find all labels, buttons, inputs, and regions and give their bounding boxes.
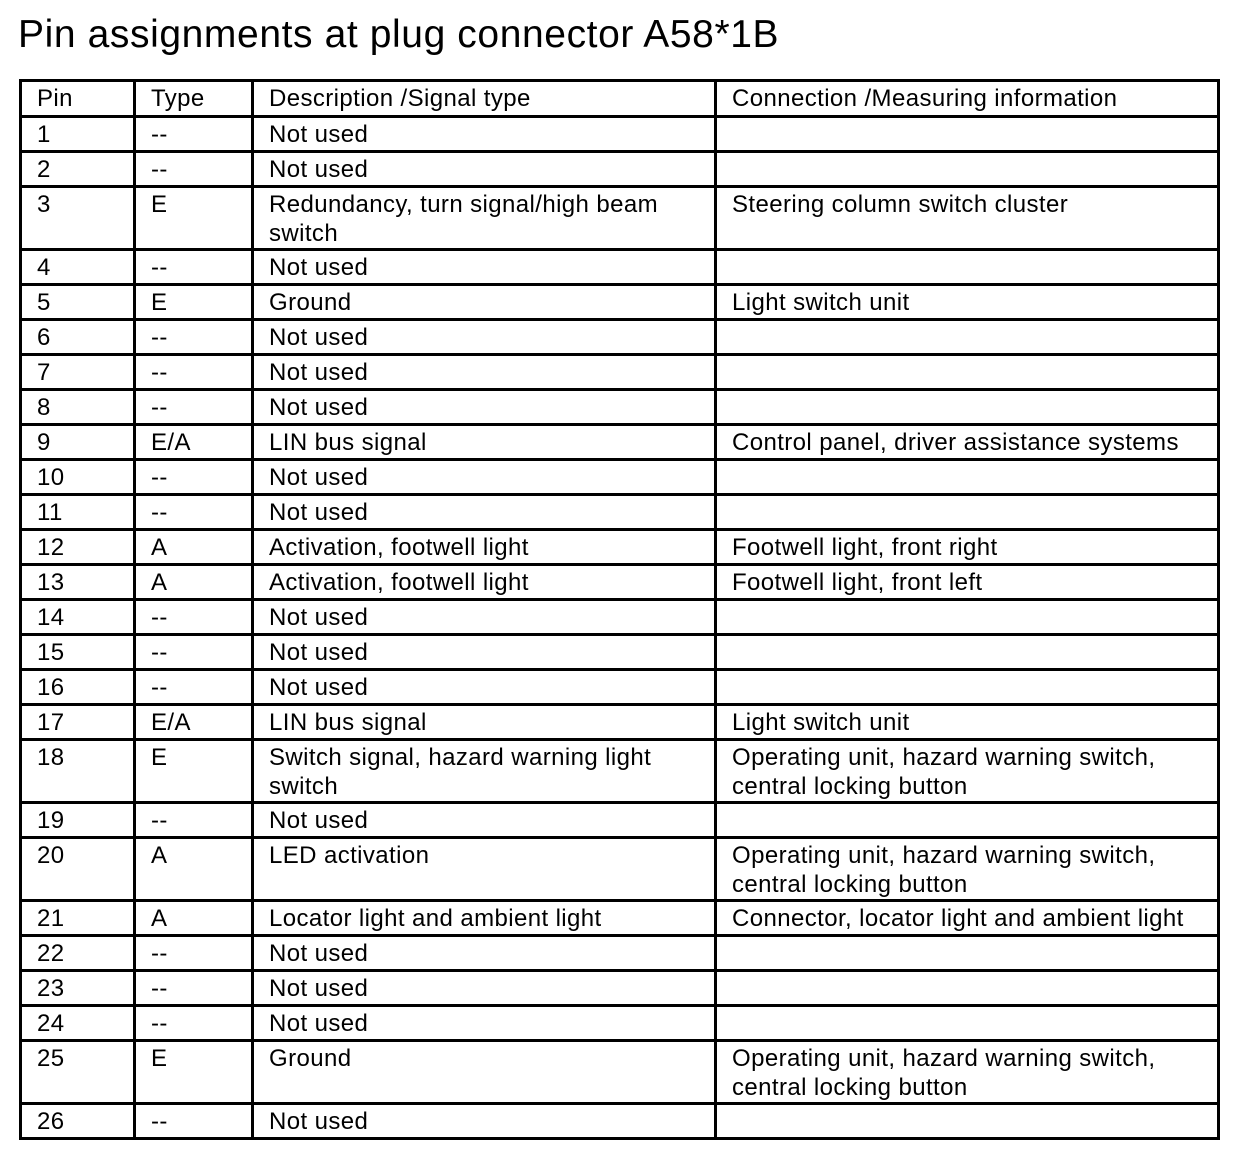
connection-cell — [716, 670, 1219, 705]
description-cell: Not used — [253, 460, 716, 495]
description-cell: LIN bus signal — [253, 425, 716, 460]
description-cell: LIN bus signal — [253, 705, 716, 740]
table-row — [21, 803, 1219, 838]
table-row — [21, 460, 1219, 495]
table-row — [21, 740, 1219, 803]
table-row — [21, 838, 1219, 901]
table-row — [21, 565, 1219, 600]
description-cell: Switch signal, hazard warning light switch — [253, 740, 716, 803]
pin-cell: 4 — [21, 250, 135, 285]
connection-cell: Operating unit, hazard warning switch, central locking button — [716, 1041, 1219, 1104]
connection-cell — [716, 250, 1219, 285]
connection-cell — [716, 936, 1219, 971]
table-row — [21, 1104, 1219, 1139]
table-row — [21, 936, 1219, 971]
connection-cell — [716, 803, 1219, 838]
pin-cell: 5 — [21, 285, 135, 320]
table-row — [21, 530, 1219, 565]
connection-cell — [716, 1006, 1219, 1041]
type-cell: E — [135, 187, 253, 250]
connection-cell — [716, 600, 1219, 635]
connection-cell — [716, 117, 1219, 152]
page-title: Pin assignments at plug connector A58*1B — [18, 13, 780, 56]
pin-cell: 18 — [21, 740, 135, 803]
description-cell: LED activation — [253, 838, 716, 901]
type-cell: -- — [135, 670, 253, 705]
pin-cell: 26 — [21, 1104, 135, 1139]
type-cell: A — [135, 838, 253, 901]
type-cell: -- — [135, 152, 253, 187]
table-row — [21, 971, 1219, 1006]
pin-cell: 12 — [21, 530, 135, 565]
connection-cell: Footwell light, front right — [716, 530, 1219, 565]
pin-cell: 7 — [21, 355, 135, 390]
description-cell: Not used — [253, 936, 716, 971]
description-cell: Not used — [253, 670, 716, 705]
connection-cell: Steering column switch cluster — [716, 187, 1219, 250]
type-cell: E — [135, 740, 253, 803]
connection-cell: Light switch unit — [716, 705, 1219, 740]
description-cell: Not used — [253, 250, 716, 285]
table-row — [21, 901, 1219, 936]
connection-cell — [716, 390, 1219, 425]
type-cell: -- — [135, 936, 253, 971]
description-cell: Not used — [253, 803, 716, 838]
connection-cell: Operating unit, hazard warning switch, central locking button — [716, 740, 1219, 803]
connection-cell: Control panel, driver assistance systems — [716, 425, 1219, 460]
type-cell: -- — [135, 355, 253, 390]
pin-cell: 21 — [21, 901, 135, 936]
pin-cell: 22 — [21, 936, 135, 971]
pin-cell: 2 — [21, 152, 135, 187]
description-cell: Not used — [253, 320, 716, 355]
table-header-row — [21, 81, 1219, 117]
type-cell: -- — [135, 1104, 253, 1139]
table-row — [21, 250, 1219, 285]
connection-cell — [716, 1104, 1219, 1139]
connection-cell: Footwell light, front left — [716, 565, 1219, 600]
pin-cell: 1 — [21, 117, 135, 152]
table-row — [21, 635, 1219, 670]
pin-cell: 3 — [21, 187, 135, 250]
type-cell: -- — [135, 1006, 253, 1041]
type-cell: -- — [135, 635, 253, 670]
type-cell: -- — [135, 250, 253, 285]
pin-cell: 8 — [21, 390, 135, 425]
connection-cell — [716, 320, 1219, 355]
type-cell: -- — [135, 117, 253, 152]
table-row — [21, 390, 1219, 425]
pin-cell: 6 — [21, 320, 135, 355]
connection-cell: Connector, locator light and ambient light — [716, 901, 1219, 936]
type-cell: E/A — [135, 425, 253, 460]
table-row — [21, 187, 1219, 250]
description-cell: Redundancy, turn signal/high beam switch — [253, 187, 716, 250]
connection-cell — [716, 152, 1219, 187]
type-cell: A — [135, 565, 253, 600]
connection-cell — [716, 635, 1219, 670]
table-row — [21, 1041, 1219, 1104]
table-row — [21, 600, 1219, 635]
description-cell: Not used — [253, 971, 716, 1006]
connection-cell — [716, 355, 1219, 390]
pin-cell: 17 — [21, 705, 135, 740]
type-cell: -- — [135, 971, 253, 1006]
description-cell: Ground — [253, 285, 716, 320]
description-cell: Not used — [253, 355, 716, 390]
table-row — [21, 670, 1219, 705]
type-cell: E — [135, 1041, 253, 1104]
description-cell: Not used — [253, 495, 716, 530]
connection-cell — [716, 495, 1219, 530]
description-cell: Ground — [253, 1041, 716, 1104]
type-cell: -- — [135, 320, 253, 355]
description-cell: Activation, footwell light — [253, 530, 716, 565]
table-row — [21, 425, 1219, 460]
pin-cell: 19 — [21, 803, 135, 838]
type-cell: -- — [135, 803, 253, 838]
description-cell: Not used — [253, 152, 716, 187]
table-row — [21, 495, 1219, 530]
connection-cell: Operating unit, hazard warning switch, central locking button — [716, 838, 1219, 901]
type-cell: -- — [135, 495, 253, 530]
pin-cell: 15 — [21, 635, 135, 670]
table-row — [21, 705, 1219, 740]
pin-cell: 13 — [21, 565, 135, 600]
pin-cell: 14 — [21, 600, 135, 635]
pin-cell: 23 — [21, 971, 135, 1006]
table-row — [21, 285, 1219, 320]
table-row — [21, 320, 1219, 355]
connection-cell: Light switch unit — [716, 285, 1219, 320]
header-type: Type — [135, 81, 253, 117]
table-row — [21, 117, 1219, 152]
description-cell: Not used — [253, 1104, 716, 1139]
table-row — [21, 152, 1219, 187]
pin-cell: 25 — [21, 1041, 135, 1104]
description-cell: Not used — [253, 117, 716, 152]
pin-cell: 24 — [21, 1006, 135, 1041]
pin-cell: 9 — [21, 425, 135, 460]
header-pin: Pin — [21, 81, 135, 117]
type-cell: A — [135, 901, 253, 936]
type-cell: -- — [135, 460, 253, 495]
connection-cell — [716, 971, 1219, 1006]
description-cell: Locator light and ambient light — [253, 901, 716, 936]
type-cell: E/A — [135, 705, 253, 740]
pin-cell: 10 — [21, 460, 135, 495]
header-description: Description /Signal type — [253, 81, 716, 117]
type-cell: -- — [135, 600, 253, 635]
pin-cell: 11 — [21, 495, 135, 530]
description-cell: Not used — [253, 635, 716, 670]
table-body — [21, 117, 1219, 1139]
type-cell: E — [135, 285, 253, 320]
type-cell: A — [135, 530, 253, 565]
table-row — [21, 355, 1219, 390]
pin-cell: 20 — [21, 838, 135, 901]
header-connection: Connection /Measuring information — [716, 81, 1219, 117]
description-cell: Activation, footwell light — [253, 565, 716, 600]
type-cell: -- — [135, 390, 253, 425]
pin-cell: 16 — [21, 670, 135, 705]
connection-cell — [716, 460, 1219, 495]
description-cell: Not used — [253, 390, 716, 425]
pin-assignment-table — [19, 79, 1220, 1140]
table-row — [21, 1006, 1219, 1041]
description-cell: Not used — [253, 600, 716, 635]
description-cell: Not used — [253, 1006, 716, 1041]
